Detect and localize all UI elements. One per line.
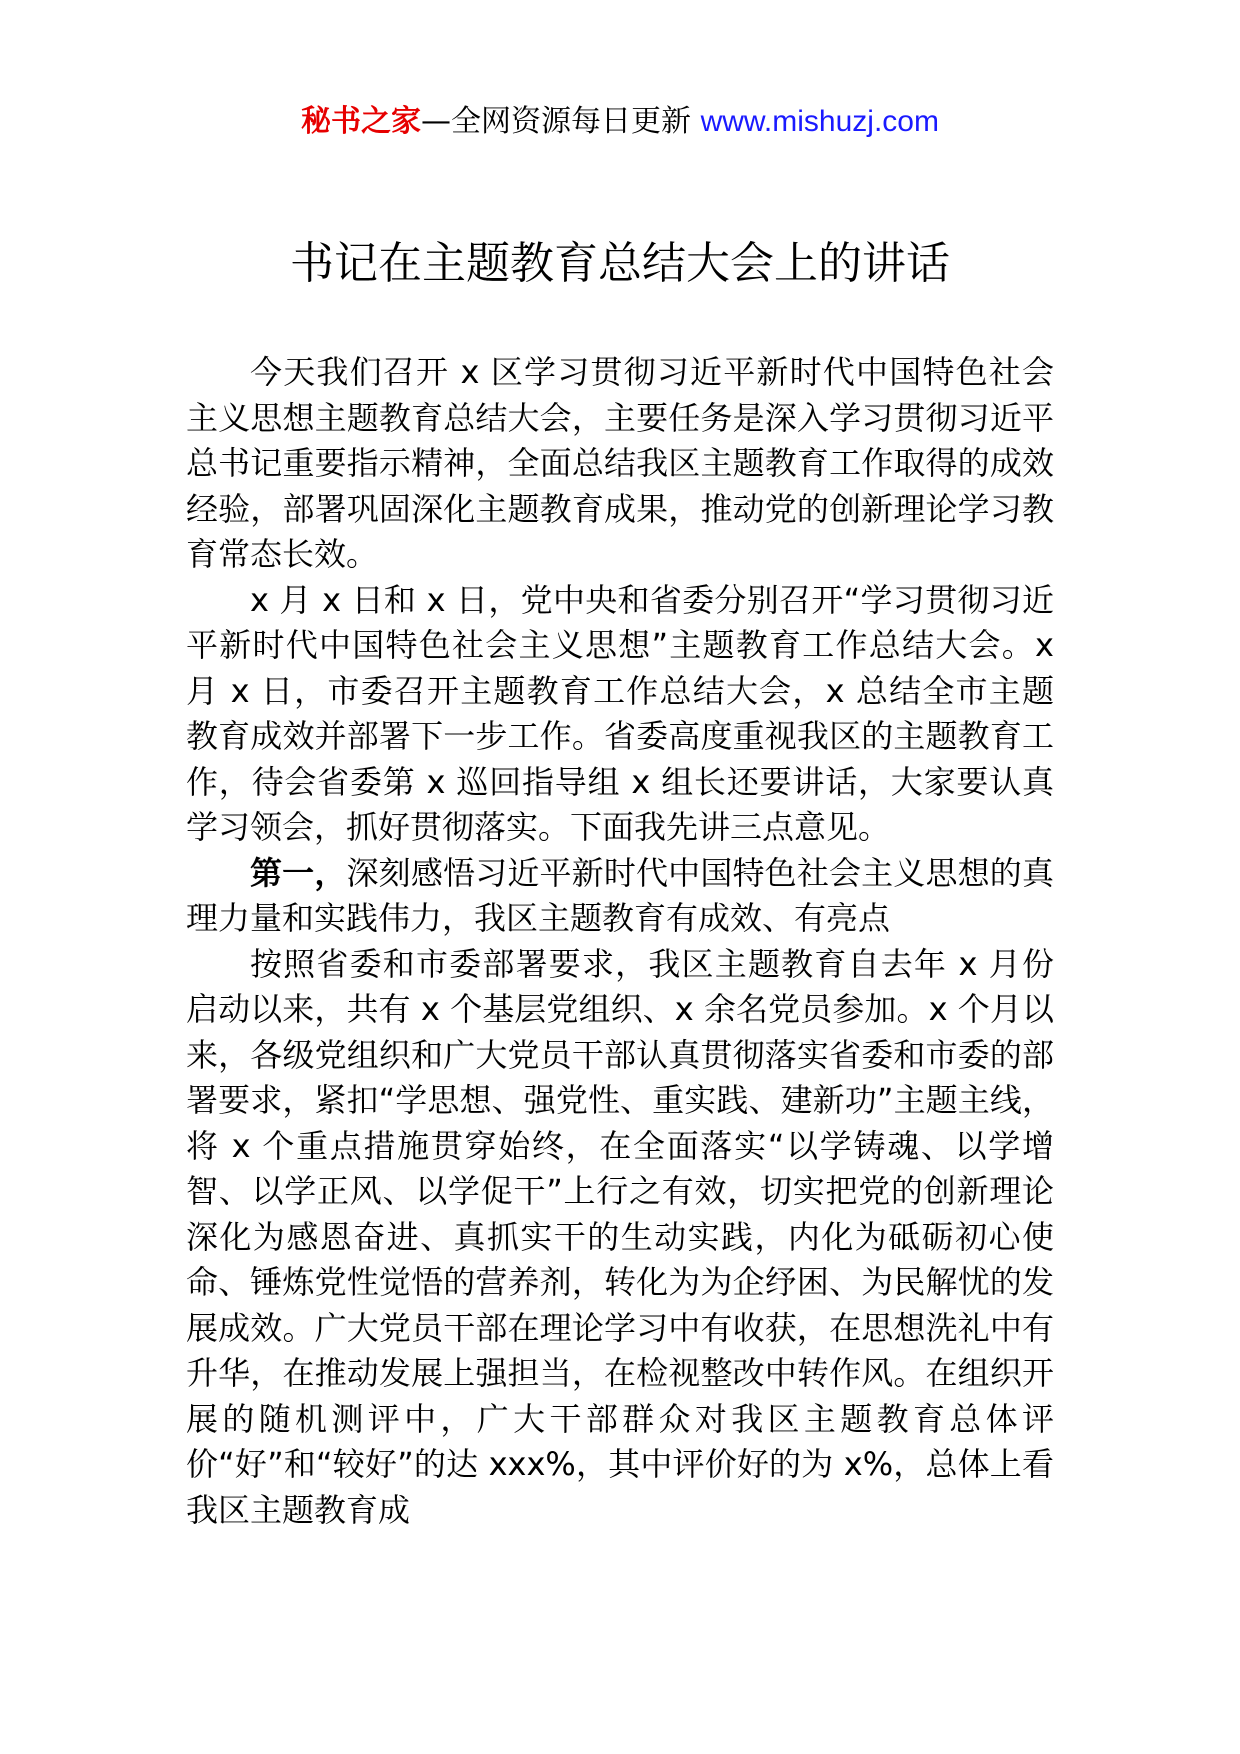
document-title: 书记在主题教育总结大会上的讲话 (290, 238, 950, 289)
section-heading-text: 深刻感悟习近平新时代中国特色社会主义思想的真理力量和实践伟力，我区主题教育有成效、有亮点 (186, 853, 1054, 937)
paragraph-achievements: 按照省委和市委部署要求，我区主题教育自去年 x 月份启动以来，共有 x 个基层党组织、x 余名党员参加。x 个月以来，各级党组织和广大党员干部认真贯彻落实省委和市委的部署要求，紧扣“学思想、强党性、重实践、建新功”主题主线，将 x 个重点措施贯穿始终，在全面落实“以学铸魂、以学增智、以学正风、以学促干”上行之有效，切实把党的创新理论深化为感恩奋进、真抓实干的生动实践，内化为砥砺初心使命、锤炼党性觉悟的营养剂，转化为为企纾困、为民解忧的发展成效。广大党员干部在理论学习中有收获，在思想洗礼中有升华，在推动发展上强担当，在检视整改中转作风。在组织开展的随机测评中，广大干部群众对我区主题教育总体评价“好”和“较好”的达 xxx%，其中评价好的为 x%，总体上看我区主题教育成 (186, 944, 1054, 1529)
site-url-link[interactable]: www.mishuzj.com (700, 105, 939, 138)
document-body (186, 350, 1054, 1533)
paragraph-intro: 今天我们召开 x 区学习贯彻习近平新时代中国特色社会主义思想主题教育总结大会，主要任务是深入学习贯彻习近平总书记重要指示精神，全面总结我区主题教育工作取得的成效经验，部署巩固深化主题教育成果，推动党的创新理论学习教育常态长效。 (186, 353, 1054, 573)
paragraph-meetings: x 月 x 日和 x 日，党中央和省委分别召开“学习贯彻习近平新时代中国特色社会主义思想”主题教育工作总结大会。x 月 x 日，市委召开主题教育工作总结大会，x 总结全市主题教育成效并部署下一步工作。省委高度重视我区的主题教育工作，待会省委第 x 巡回指导组 x 组长还要讲话，大家要认真学习领会，抓好贯彻落实。下面我先讲三点意见。 (186, 580, 1054, 846)
site-tagline: —全网资源每日更新 (421, 104, 692, 139)
section-heading-1 (186, 851, 1054, 942)
site-brand: 秘书之家 (301, 104, 422, 139)
site-header (0, 100, 1240, 144)
section-heading-lead: 第一， (250, 853, 347, 892)
